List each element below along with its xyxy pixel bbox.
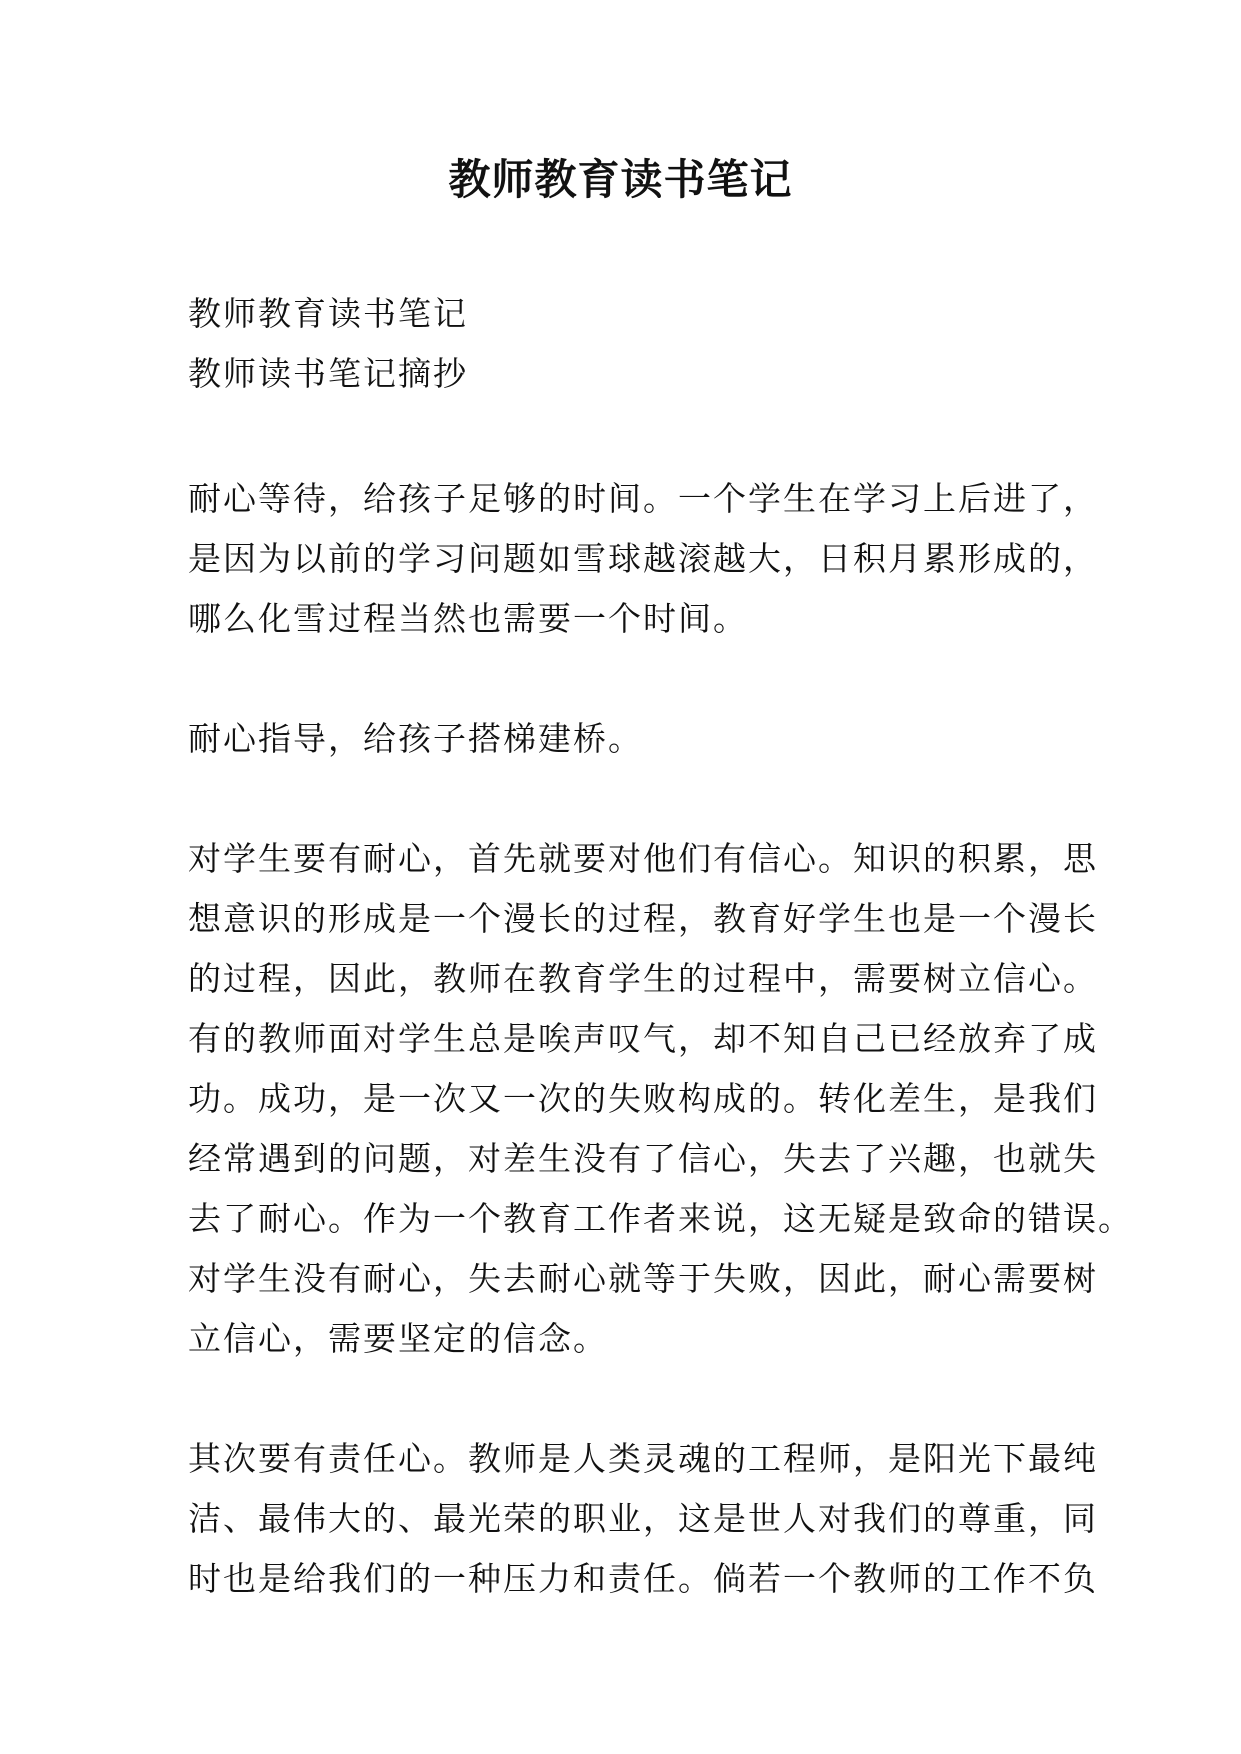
document-body (188, 284, 1133, 1609)
paragraph (188, 1429, 1098, 1609)
text-line: 耐心等待，给孩子足够的时间。一个学生在学习上后进了， (188, 479, 1098, 518)
text-line: 洁、最伟大的、最光荣的职业，这是世人对我们的尊重，同 (188, 1499, 1098, 1538)
header-block (188, 284, 1068, 404)
text-line: 是因为以前的学习问题如雪球越滚越大，日积月累形成的， (188, 539, 1098, 578)
text-line: 功。成功，是一次又一次的失败构成的。转化差生，是我们 (188, 1079, 1098, 1118)
paragraph (188, 469, 1098, 649)
paragraph (188, 829, 1133, 1369)
text-line: 时也是给我们的一种压力和责任。倘若一个教师的工作不负 (188, 1559, 1098, 1598)
paragraph-spacer (188, 769, 1068, 829)
header-line: 教师教育读书笔记 (188, 294, 468, 333)
text-line: 想意识的形成是一个漫长的过程，教育好学生也是一个漫长 (188, 899, 1098, 938)
text-line: 耐心指导，给孩子搭梯建桥。 (188, 719, 643, 758)
text-line: 的过程，因此，教师在教育学生的过程中，需要树立信心。 (188, 959, 1098, 998)
text-line: 立信心，需要坚定的信念。 (188, 1319, 608, 1358)
text-line: 哪么化雪过程当然也需要一个时间。 (188, 599, 748, 638)
text-line: 经常遇到的问题，对差生没有了信心，失去了兴趣，也就失 (188, 1139, 1098, 1178)
paragraph-spacer (188, 404, 1068, 469)
text-line: 有的教师面对学生总是唉声叹气，却不知自己已经放弃了成 (188, 1019, 1098, 1058)
text-line: 去了耐心。作为一个教育工作者来说，这无疑是致命的错误。 (188, 1199, 1133, 1238)
text-line: 对学生没有耐心，失去耐心就等于失败，因此，耐心需要树 (188, 1259, 1098, 1298)
paragraph-spacer (188, 649, 1068, 709)
text-line: 其次要有责任心。教师是人类灵魂的工程师，是阳光下最纯 (188, 1439, 1098, 1478)
document-title: 教师教育读书笔记 (448, 155, 793, 204)
header-line: 教师读书笔记摘抄 (188, 354, 468, 393)
paragraph (188, 709, 1068, 769)
text-line: 对学生要有耐心，首先就要对他们有信心。知识的积累，思 (188, 839, 1098, 878)
paragraph-spacer (188, 1369, 1068, 1429)
